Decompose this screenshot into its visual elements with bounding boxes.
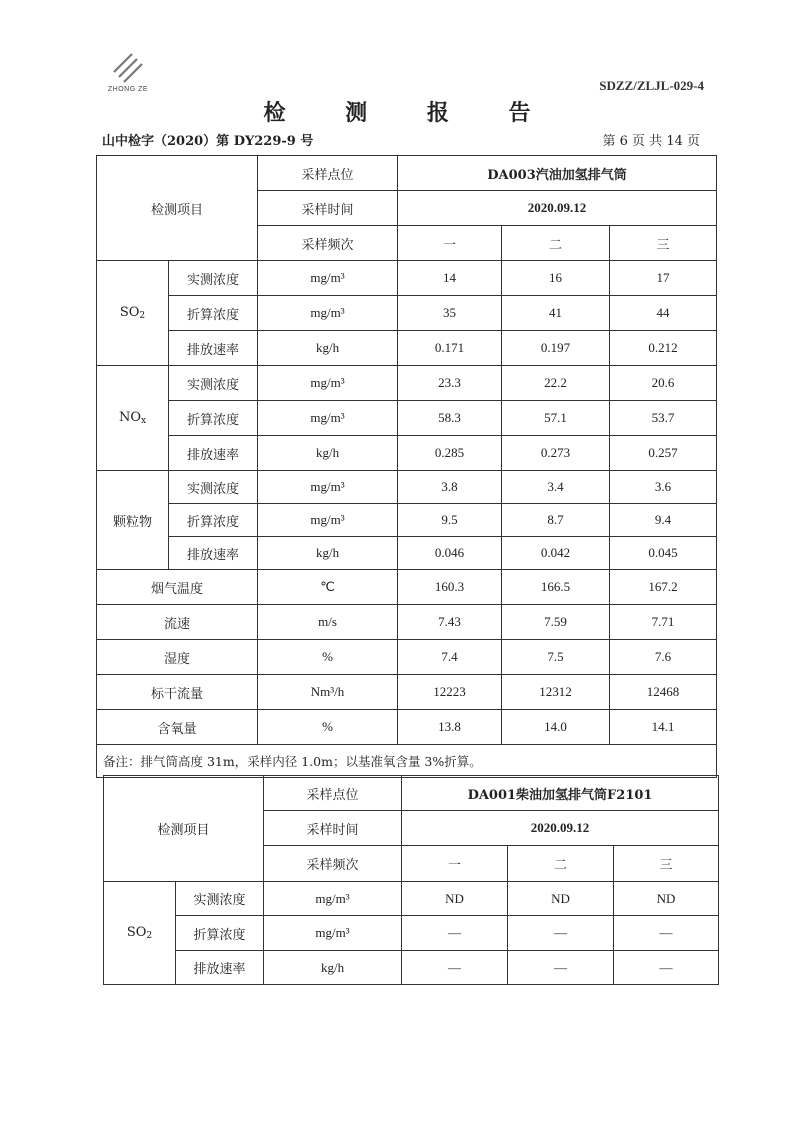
item-header: 检测项目 [97,156,258,261]
row-label: 排放速率 [169,331,258,366]
value-cell: 9.5 [398,504,502,537]
freq-3: 三 [610,226,717,261]
so2-label: $SO_2$ [97,261,169,366]
value-cell: 0.046 [398,537,502,570]
value-cell: 58.3 [398,401,502,436]
table-row [104,951,719,985]
value-cell: 0.171 [398,331,502,366]
row-label: 实测浓度 [169,261,258,296]
sampling-time-value: 2020.09.12 [402,811,719,846]
param-label: 烟气温度 [97,570,258,605]
value-cell: 44 [610,296,717,331]
value-cell: 160.3 [398,570,502,605]
value-cell: — [402,951,508,985]
value-cell: 22.2 [502,366,610,401]
value-cell: 0.257 [610,436,717,471]
table-row [97,331,717,366]
logo-text: ZHONG ZE [107,86,149,93]
document-code: SDZZ/ZLJL-029-4 [599,78,704,93]
freq-2: 二 [508,846,614,882]
report-number: 山中检字（2020）第 DY229-9 号 [102,134,314,149]
unit-cell: Nm³/h [258,675,398,710]
row-label: 折算浓度 [169,296,258,331]
freq-3: 三 [614,846,719,882]
value-cell: 3.6 [610,471,717,504]
value-cell: — [508,916,614,951]
value-cell: 12312 [502,675,610,710]
table-row [104,882,719,916]
table-row [97,296,717,331]
value-cell: 3.8 [398,471,502,504]
value-cell: 16 [502,261,610,296]
value-cell: 57.1 [502,401,610,436]
value-cell: 7.71 [610,605,717,640]
unit-cell: mg/m³ [264,882,402,916]
unit-cell: mg/m³ [258,471,398,504]
row-label: 折算浓度 [169,504,258,537]
freq-1: 一 [398,226,502,261]
table-row [97,436,717,471]
value-cell: 14 [398,261,502,296]
test-results-table-da003 [96,155,717,778]
table-row [97,675,717,710]
value-cell: 3.4 [502,471,610,504]
table-row [97,710,717,745]
row-label: 排放速率 [169,537,258,570]
param-label: 含氧量 [97,710,258,745]
value-cell: 167.2 [610,570,717,605]
value-cell: 7.4 [398,640,502,675]
value-cell: ND [614,882,719,916]
value-cell: 0.212 [610,331,717,366]
table-row [97,261,717,296]
value-cell: 17 [610,261,717,296]
unit-cell: m/s [258,605,398,640]
value-cell: — [402,916,508,951]
unit-cell: % [258,640,398,675]
param-label: 湿度 [97,640,258,675]
sampling-point-label: 采样点位 [258,156,398,191]
table-row [97,640,717,675]
row-label: 排放速率 [176,951,264,985]
unit-cell: mg/m³ [258,401,398,436]
nox-label: $NO_x$ [97,366,169,471]
sampling-point-value: DA001柴油加氢排气筒F2101 [402,776,719,811]
unit-cell: mg/m³ [258,366,398,401]
value-cell: 8.7 [502,504,610,537]
unit-cell: ℃ [258,570,398,605]
freq-2: 二 [502,226,610,261]
row-label: 实测浓度 [176,882,264,916]
sampling-time-value: 2020.09.12 [398,191,717,226]
sampling-time-label: 采样时间 [264,811,402,846]
item-header: 检测项目 [104,776,264,882]
unit-cell: kg/h [258,537,398,570]
table-row [97,401,717,436]
value-cell: 9.4 [610,504,717,537]
sampling-freq-label: 采样频次 [264,846,402,882]
row-label: 实测浓度 [169,366,258,401]
row-label: 排放速率 [169,436,258,471]
sampling-point-value: DA003汽油加氢排气筒 [398,156,717,191]
value-cell: 166.5 [502,570,610,605]
value-cell: ND [508,882,614,916]
value-cell: 12223 [398,675,502,710]
unit-cell: mg/m³ [258,296,398,331]
page-title: 检 测 报 告 [263,100,557,126]
value-cell: 35 [398,296,502,331]
note-text: 备注：排气筒高度 31m，采样内径 1.0m；以基准氧含量 3%折算。 [97,745,717,778]
value-cell: 14.0 [502,710,610,745]
table-row [97,537,717,570]
sampling-point-label: 采样点位 [264,776,402,811]
unit-cell: kg/h [258,436,398,471]
row-label: 实测浓度 [169,471,258,504]
zhongze-logo-icon [106,48,150,86]
unit-cell: mg/m³ [258,504,398,537]
value-cell: 14.1 [610,710,717,745]
unit-cell: mg/m³ [264,916,402,951]
value-cell: 23.3 [398,366,502,401]
table-row [97,366,717,401]
value-cell: 0.273 [502,436,610,471]
value-cell: 0.045 [610,537,717,570]
row-label: 折算浓度 [176,916,264,951]
value-cell: 12468 [610,675,717,710]
value-cell: 7.6 [610,640,717,675]
value-cell: 0.197 [502,331,610,366]
unit-cell: mg/m³ [258,261,398,296]
table-row [97,570,717,605]
sampling-time-label: 采样时间 [258,191,398,226]
param-label: 标干流量 [97,675,258,710]
so2-label: $SO_2$ [104,882,176,985]
table-row [97,605,717,640]
table-row [97,504,717,537]
value-cell: 20.6 [610,366,717,401]
company-logo [98,48,158,100]
unit-cell: kg/h [264,951,402,985]
page-info: 第 6 页 共 14 页 [602,134,700,149]
freq-1: 一 [402,846,508,882]
sampling-freq-label: 采样频次 [258,226,398,261]
value-cell: 0.042 [502,537,610,570]
table-row [97,471,717,504]
value-cell: 53.7 [610,401,717,436]
table-row [97,745,717,778]
value-cell: 0.285 [398,436,502,471]
value-cell: 13.8 [398,710,502,745]
value-cell: ND [402,882,508,916]
unit-cell: kg/h [258,331,398,366]
value-cell: 7.43 [398,605,502,640]
table-row [104,916,719,951]
value-cell: 41 [502,296,610,331]
value-cell: 7.5 [502,640,610,675]
test-results-table-da001 [103,775,719,985]
unit-cell: % [258,710,398,745]
value-cell: — [508,951,614,985]
pm-label: 颗粒物 [97,471,169,570]
value-cell: — [614,951,719,985]
param-label: 流速 [97,605,258,640]
row-label: 折算浓度 [169,401,258,436]
value-cell: 7.59 [502,605,610,640]
value-cell: — [614,916,719,951]
